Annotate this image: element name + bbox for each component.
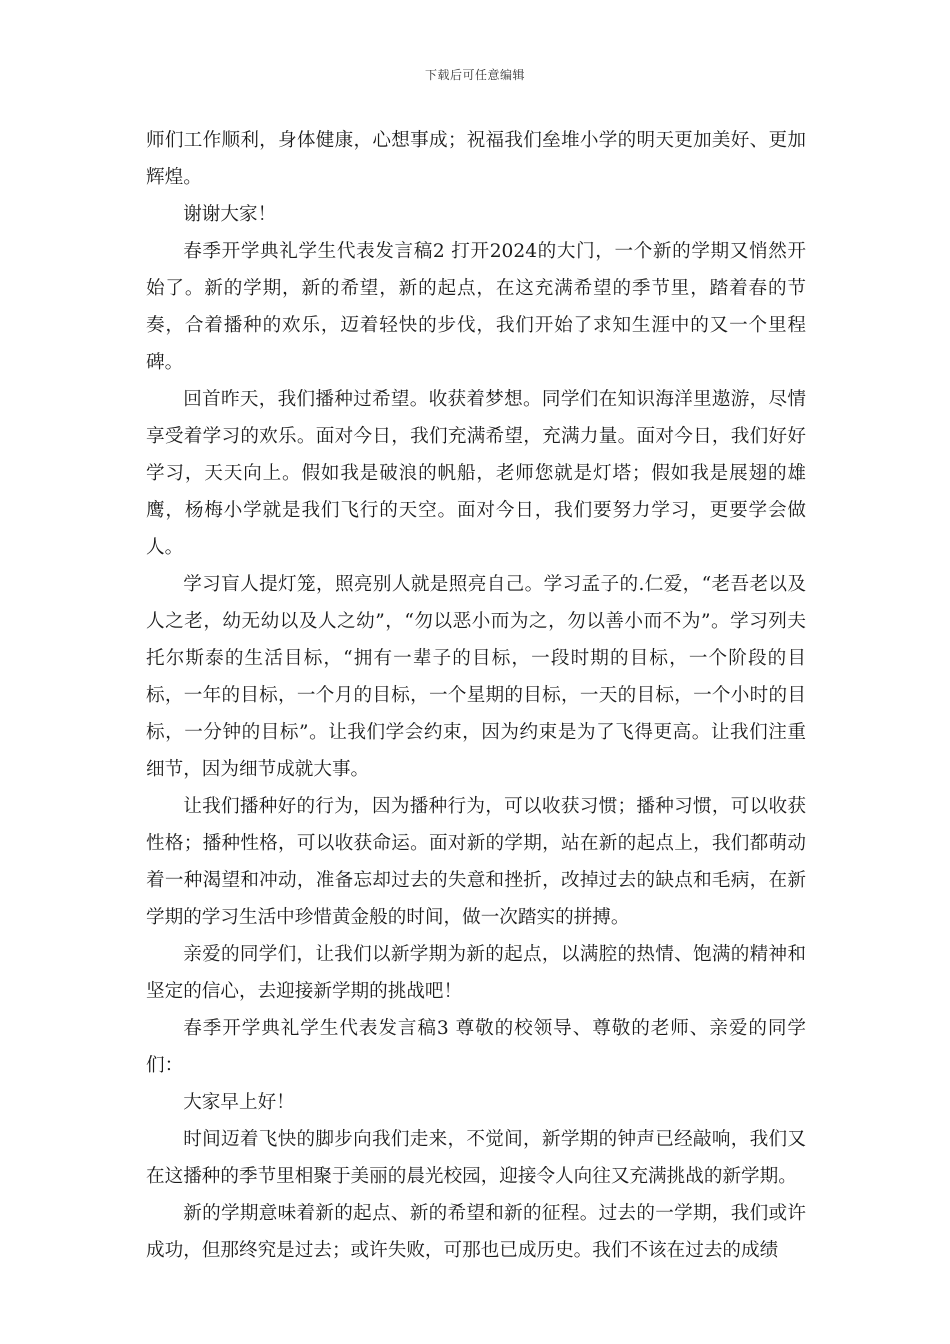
paragraph: 师们工作顺利，身体健康，心想事成；祝福我们垒堆小学的明天更加美好、更加辉煌。 xyxy=(146,130,806,188)
paragraph: 亲爱的同学们，让我们以新学期为新的起点，以满腔的热情、饱满的精神和坚定的信心，去迎接新学期的挑战吧！ xyxy=(146,944,806,1002)
document-body xyxy=(146,122,806,1269)
paragraph: 回首昨天，我们播种过希望。收获着梦想。同学们在知识海洋里遨游，尽情享受着学习的欢乐。面对今日，我们充满希望，充满力量。面对今日，我们好好学习，天天向上。假如我是破浪的帆船，老师您就是灯塔；假如我是展翅的雄鹰，杨梅小学就是我们飞行的天空。面对今日，我们要努力学习，更要学会做人。 xyxy=(146,389,806,558)
paragraph: 让我们播种好的行为，因为播种行为，可以收获习惯；播种习惯，可以收获性格；播种性格，可以收获命运。面对新的学期，站在新的起点上，我们都萌动着一种渴望和冲动，准备忘却过去的失意和挫折，改掉过去的缺点和毛病，在新学期的学习生活中珍惜黄金般的时间，做一次踏实的拼搏。 xyxy=(146,796,806,928)
paragraph: 时间迈着飞快的脚步向我们走来，不觉间，新学期的钟声已经敲响，我们又在这播种的季节里相聚于美丽的晨光校园，迎接令人向往又充满挑战的新学期。 xyxy=(146,1129,806,1187)
paragraph: 春季开学典礼学生代表发言稿2 打开2024的大门，一个新的学期又悄然开始了。新的学期，新的希望，新的起点，在这充满希望的季节里，踏着春的节奏，合着播种的欢乐，迈着轻快的步伐，我们开始了求知生涯中的又一个里程碑。 xyxy=(146,241,806,373)
paragraph: 新的学期意味着新的起点、新的希望和新的征程。过去的一学期，我们或许成功，但那终究是过去；或许失败，可那也已成历史。我们不该在过去的成绩 xyxy=(146,1203,806,1261)
paragraph: 大家早上好！ xyxy=(183,1092,295,1113)
paragraph: 谢谢大家！ xyxy=(183,204,277,225)
paragraph: 春季开学典礼学生代表发言稿3 尊敬的校领导、尊敬的老师、亲爱的同学们： xyxy=(146,1018,806,1076)
paragraph: 学习盲人提灯笼，照亮别人就是照亮自己。学习孟子的.仁爱，“老吾老以及人之老，幼无幼以及人之幼”，“勿以恶小而为之，勿以善小而不为”。学习列夫托尔斯泰的生活目标，“拥有一辈子的目标，一段时期的目标，一个阶段的目标，一年的目标，一个月的目标，一个星期的目标，一天的目标，一个小时的目标，一分钟的目标”。让我们学会约束，因为约束是为了飞得更高。让我们注重细节，因为细节成就大事。 xyxy=(146,574,806,780)
page-header: 下载后可任意编辑 xyxy=(424,68,525,82)
